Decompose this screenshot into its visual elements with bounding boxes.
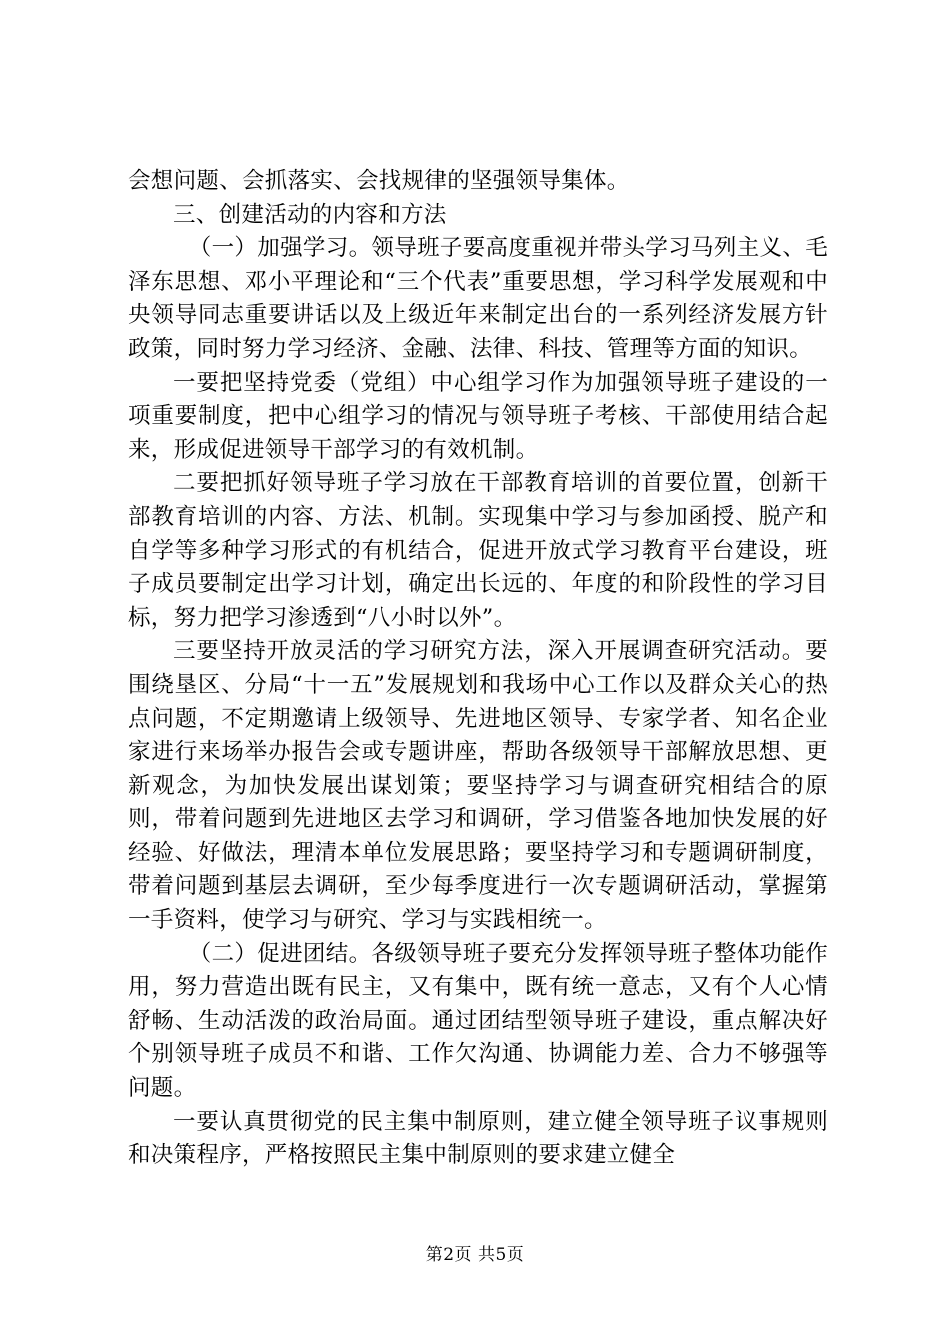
paragraph-point-two: 二要把抓好领导班子学习放在干部教育培训的首要位置，创新干部教育培训的内容、方法、机制。实现集中学习与参加函授、脱产和自学等多种学习形式的有机结合，促进开放式学习教育平台建设，班子成员要制定出学习计划，确定出长远的、年度的和阶段性的学习目标，努力把学习渗透到“八小时以外”。 xyxy=(128,470,828,631)
page-number-footer: 第2页 共5页 xyxy=(425,1245,525,1265)
paragraph-promote-unity: （二）促进团结。各级领导班子要充分发挥领导班子整体功能作用，努力营造出既有民主，又有集中，既有统一意志，又有个人心情舒畅、生动活泼的政治局面。通过团结型领导班子建设，重点解决好个别领导班子成员不和谐、工作欠沟通、协调能力差、合力不够强等问题。 xyxy=(128,940,828,1102)
document-body xyxy=(128,165,828,1173)
paragraph-point-three: 三要坚持开放灵活的学习研究方法，深入开展调查研究活动。要围绕垦区、分局“十一五”发展规划和我场中心工作以及群众关心的热点问题，不定期邀请上级领导、先进地区领导、专家学者、知名企业家进行来场举办报告会或专题讲座，帮助各级领导干部解放思想、更新观念，为加快发展出谋划策；要坚持学习与调查研究相结合的原则，带着问题到先进地区去学习和调研，学习借鉴各地加快发展的好经验、好做法，理清本单位发展思路；要坚持学习和专题调研制度，带着问题到基层去调研，至少每季度进行一次专题调研活动，掌握第一手资料，使学习与研究、学习与实践相统一。 xyxy=(128,638,828,934)
paragraph-unity-point-one: 一要认真贯彻党的民主集中制原则，建立健全领导班子议事规则和决策程序，严格按照民主集中制原则的要求建立健全 xyxy=(128,1108,828,1169)
section-heading: 三、创建活动的内容和方法 xyxy=(173,201,447,228)
paragraph-point-one: 一要把坚持党委（党组）中心组学习作为加强领导班子建设的一项重要制度，把中心组学习的情况与领导班子考核、干部使用结合起来，形成促进领导干部学习的有效机制。 xyxy=(128,369,828,463)
paragraph-continuation: 会想问题、会抓落实、会找规律的坚强领导集体。 xyxy=(128,168,630,194)
paragraph-strengthen-study: （一）加强学习。领导班子要高度重视并带头学习马列主义、毛泽东思想、邓小平理论和“三个代表”重要思想，学习科学发展观和中央领导同志重要讲话以及上级近年来制定出台的一系列经济发展方针政策，同时努力学习经济、金融、法律、科技、管理等方面的知识。 xyxy=(128,235,828,362)
